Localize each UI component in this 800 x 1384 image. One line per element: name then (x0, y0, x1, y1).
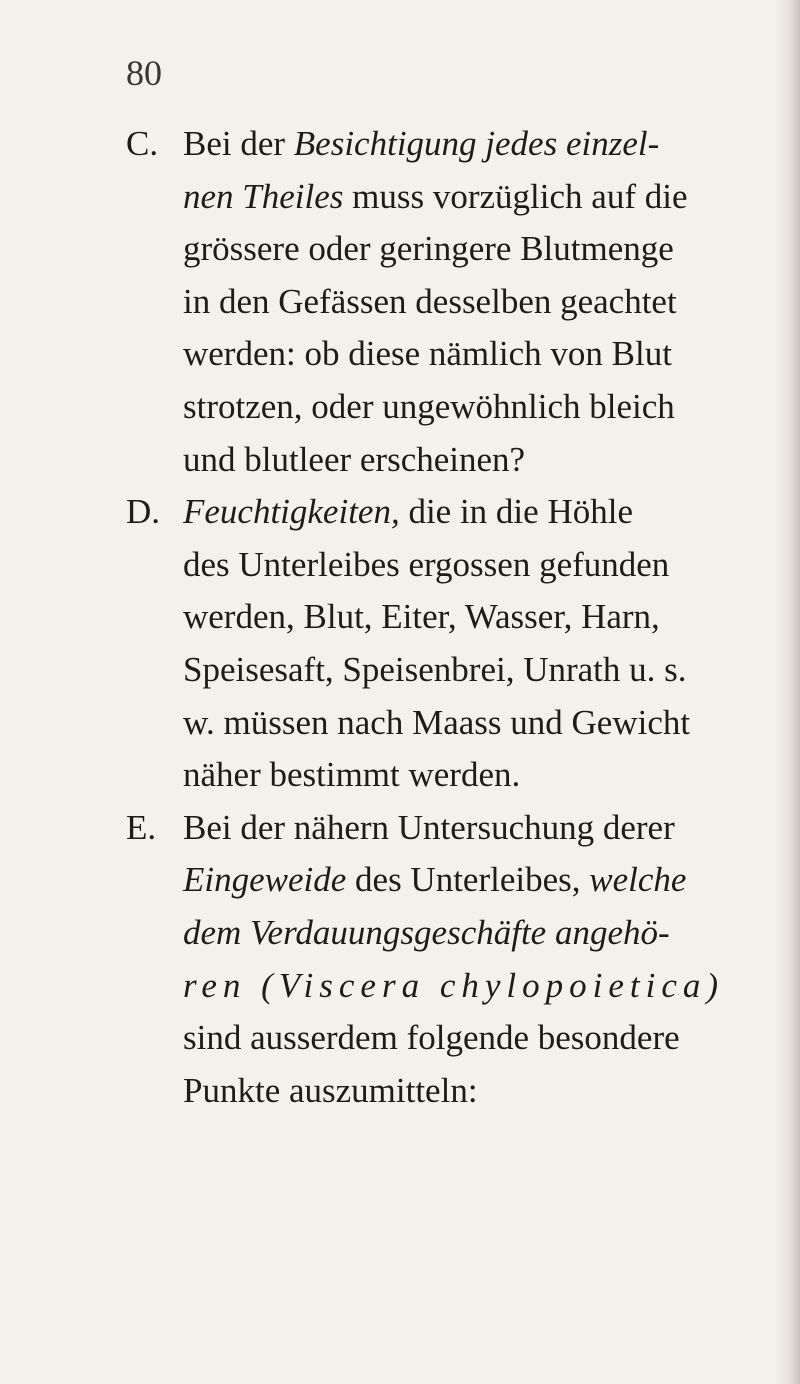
text-run: sind ausserdem folgende besondere (183, 1018, 680, 1058)
paragraph-letter: E. (126, 807, 157, 847)
italic-text: dem Verdauungsgeschäfte angehö- (183, 912, 670, 952)
text-line (183, 276, 766, 329)
text-run: des Unterleibes ergossen gefunden (183, 544, 670, 584)
text-run: strotzen, oder ungewöhnlich bleich (183, 386, 675, 426)
italic-text: Feuchtigkeiten, (183, 492, 400, 532)
text-line (183, 907, 766, 960)
text-run: Bei der (183, 124, 294, 163)
text-run: des Unterleibes, (346, 860, 590, 900)
text-run: werden, Blut, Eiter, Wasser, Harn, (183, 597, 660, 637)
text-line (183, 1065, 766, 1118)
text-run: grössere oder geringere Blutmenge (183, 229, 674, 269)
text-run: werden: ob diese nämlich von Blut (183, 334, 672, 374)
text-line (183, 171, 766, 224)
text-line (183, 486, 766, 539)
page-number: 80 (126, 53, 162, 93)
paragraph-e (126, 802, 766, 1118)
text-line (183, 591, 766, 644)
text-run: die in die Höhle (399, 492, 633, 532)
page-edge-shadow (774, 0, 800, 1384)
text-run: w. müssen nach Maass und Gewicht (183, 702, 691, 742)
paragraph-d (126, 486, 766, 802)
text-line (183, 644, 766, 697)
text-line (183, 118, 766, 171)
text-line (183, 381, 766, 434)
text-line (183, 223, 766, 276)
text-line (183, 960, 766, 1013)
text-run: Bei der nähern Untersuchung derer (183, 807, 675, 847)
text-run: Speisesaft, Speisenbrei, Unrath u. s. (183, 649, 687, 689)
body-text (126, 118, 766, 1117)
italic-text: Besichtigung jedes einzel- (293, 124, 660, 163)
paragraph-letter: D. (126, 492, 161, 532)
italic-text: nen Theiles (183, 176, 344, 216)
text-line (183, 328, 766, 381)
italic-text: welche (589, 860, 687, 900)
italic-text: ren (Viscera chylopoietica) (183, 965, 725, 1005)
text-line (183, 539, 766, 592)
text-line (183, 697, 766, 750)
text-run: in den Gefässen desselben geachtet (183, 281, 677, 321)
text-run: und blutleer erscheinen? (183, 439, 526, 479)
text-run: Punkte auszumitteln: (183, 1070, 478, 1110)
paragraph-letter: C. (126, 124, 159, 163)
text-line (183, 1012, 766, 1065)
italic-text: Eingeweide (183, 860, 347, 900)
text-line (183, 854, 766, 907)
text-line (183, 434, 766, 487)
text-line (183, 749, 766, 802)
text-line (183, 802, 766, 855)
paragraph-c (126, 118, 766, 486)
text-run: näher bestimmt werden. (183, 755, 521, 795)
text-run: muss vorzüglich auf die (343, 176, 688, 216)
